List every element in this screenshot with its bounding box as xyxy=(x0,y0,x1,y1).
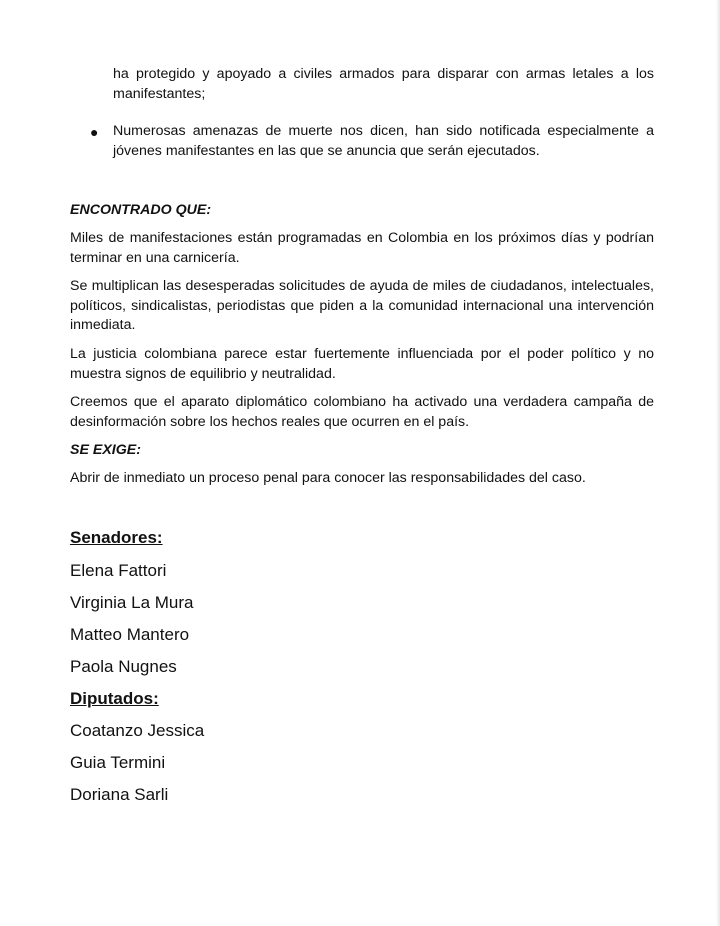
senator-name: Virginia La Mura xyxy=(70,593,194,612)
found-heading: ENCONTRADO QUE: xyxy=(70,202,212,218)
demand-paragraph: Abrir de inmediato un proceso penal para conocer las responsabilidades del caso. xyxy=(70,470,586,486)
senator-name: Paola Nugnes xyxy=(70,657,177,676)
found-paragraph-2: Se multiplican las desesperadas solicitudes de ayuda de miles de ciudadanos, intelectuales, políticos, sindicalistas, periodistas que piden a la comunidad internacional una intervención inmediata. xyxy=(70,278,654,333)
deputy-name: Guia Termini xyxy=(70,753,166,772)
continuation-paragraph: ha protegido y apoyado a civiles armados para disparar con armas letales a los manifestantes; xyxy=(113,66,654,102)
senator-name: Elena Fattori xyxy=(70,561,167,580)
deputy-name: Doriana Sarli xyxy=(70,785,169,804)
bullet-paragraph: Numerosas amenazas de muerte nos dicen, han sido notificada especialmente a jóvenes manifestantes en las que se anuncia que serán ejecutados. xyxy=(113,123,654,159)
deputies-title: Diputados: xyxy=(70,689,159,708)
senator-name: Matteo Mantero xyxy=(70,625,190,644)
deputy-name: Coatanzo Jessica xyxy=(70,721,205,740)
found-paragraph-3: La justicia colombiana parece estar fuertemente influenciada por el poder político y no muestra signos de equilibrio y neutralidad. xyxy=(70,346,654,382)
found-paragraph-4: Creemos que el aparato diplomático colombiano ha activado una verdadera campaña de desinformación sobre los hechos reales que ocurren en el país. xyxy=(70,394,654,430)
bullet-marker: ● xyxy=(90,124,99,140)
demand-heading: SE EXIGE: xyxy=(70,442,141,458)
found-paragraph-1: Miles de manifestaciones están programadas en Colombia en los próximos días y podrían terminar en una carnicería. xyxy=(70,230,654,266)
senators-title: Senadores: xyxy=(70,528,163,547)
page-edge xyxy=(716,0,720,926)
